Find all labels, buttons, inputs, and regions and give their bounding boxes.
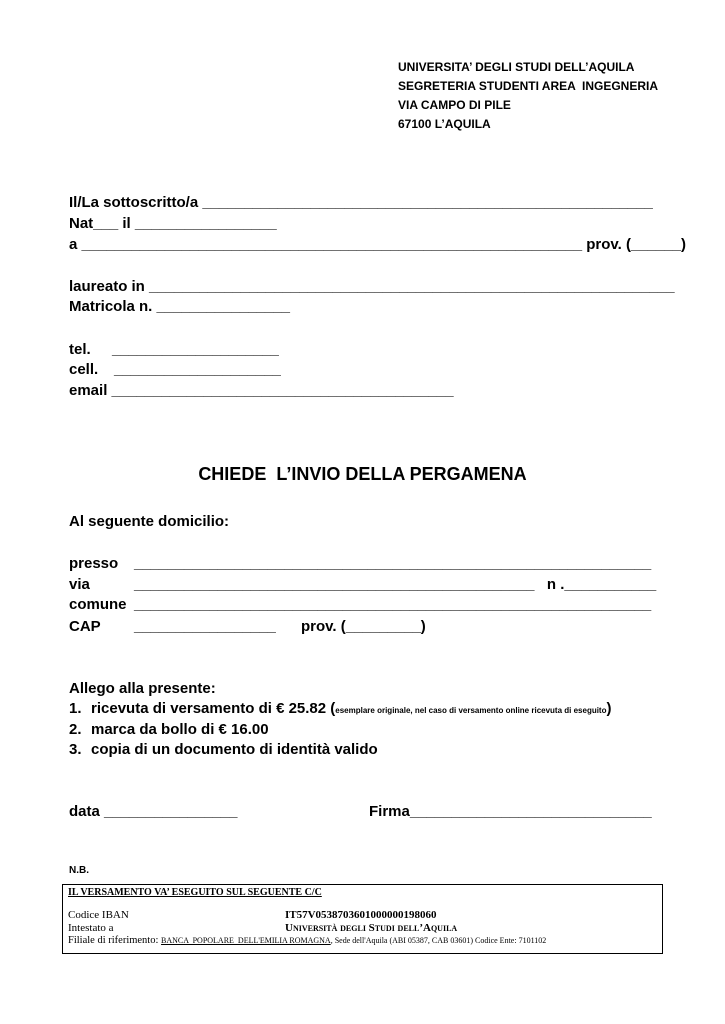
intestato-value: Università degli Studi dell’Aquila [285,922,458,934]
presso-field[interactable]: ______________________________________________________________ [134,555,652,572]
via-label: via [69,576,90,593]
cap-prov-field[interactable]: prov. (_________) [301,618,426,635]
address-line-4: 67100 L’AQUILA [398,117,491,131]
cap-label: CAP [69,618,101,635]
signature-field[interactable]: Firma_____________________________ [369,803,652,820]
payment-heading: IL VERSAMENTO VA’ ESEGUITO SUL SEGUENTE C/C [68,887,322,898]
filiale-label: Filiale di riferimento: [68,935,162,946]
iban-label: Codice IBAN [68,909,129,921]
comune-label: comune [69,596,127,613]
filiale-row [68,935,546,946]
via-field[interactable]: ________________________________________________ n .___________ [134,576,657,593]
attachments-intro: Allego alla presente: [69,680,216,697]
page-title: CHIEDE L’INVIO DELLA PERGAMENA [198,464,527,484]
tel-label: tel. [69,341,91,358]
iban-value: IT57V0538703601000000198060 [285,909,437,921]
attachment-note: esemplare originale, nel caso di versamento online ricevuta di eseguito [335,706,607,715]
domicile-intro: Al seguente domicilio: [69,513,230,530]
attachment-number: 1. [69,700,82,717]
filiale-bank: BANCA POPOLARE DELL'EMILIA ROMAGNA [161,936,331,945]
cap-field[interactable]: _________________ [134,618,276,635]
presso-label: presso [69,555,119,572]
attachment-text: ricevuta di versamento di € 25.82 ( [91,700,336,717]
luogo-field[interactable]: a ____________________________________________________________ prov. (______) [69,236,686,253]
sottoscritto-field[interactable]: Il/La sottoscritto/a ______________________________________________________ [69,194,653,211]
attachment-item-marca: marca da bollo di € 16.00 [91,721,269,738]
tel-field[interactable]: ____________________ [112,341,279,358]
cell-field[interactable]: ____________________ [114,361,281,378]
address-line-1: UNIVERSITA’ DEGLI STUDI DELL’AQUILA [398,60,635,74]
nato-field[interactable]: Nat___ il _________________ [69,215,277,232]
date-field[interactable]: data ________________ [69,803,238,820]
payment-info-box [62,884,663,954]
nb-label: N.B. [69,865,89,876]
email-field[interactable]: email _________________________________________ [69,382,454,399]
address-line-3: VIA CAMPO DI PILE [398,98,511,112]
attachment-number: 3. [69,741,82,758]
attachment-close: ) [606,700,612,717]
matricola-field[interactable]: Matricola n. ________________ [69,298,290,315]
attachment-item-ricevuta [91,700,611,718]
comune-field[interactable]: ______________________________________________________________ [134,596,652,613]
cell-label: cell. [69,361,99,378]
intestato-label: Intestato a [68,922,114,934]
attachment-number: 2. [69,721,82,738]
attachment-item-documento: copia di un documento di identità valido [91,741,378,758]
address-line-2: SEGRETERIA STUDENTI AREA INGEGNERIA [398,79,659,93]
laureato-field[interactable]: laureato in _______________________________________________________________ [69,278,675,295]
filiale-details: , Sede dell'Aquila (ABI 05387, CAB 03601) Codice Ente: 7101102 [330,936,547,945]
